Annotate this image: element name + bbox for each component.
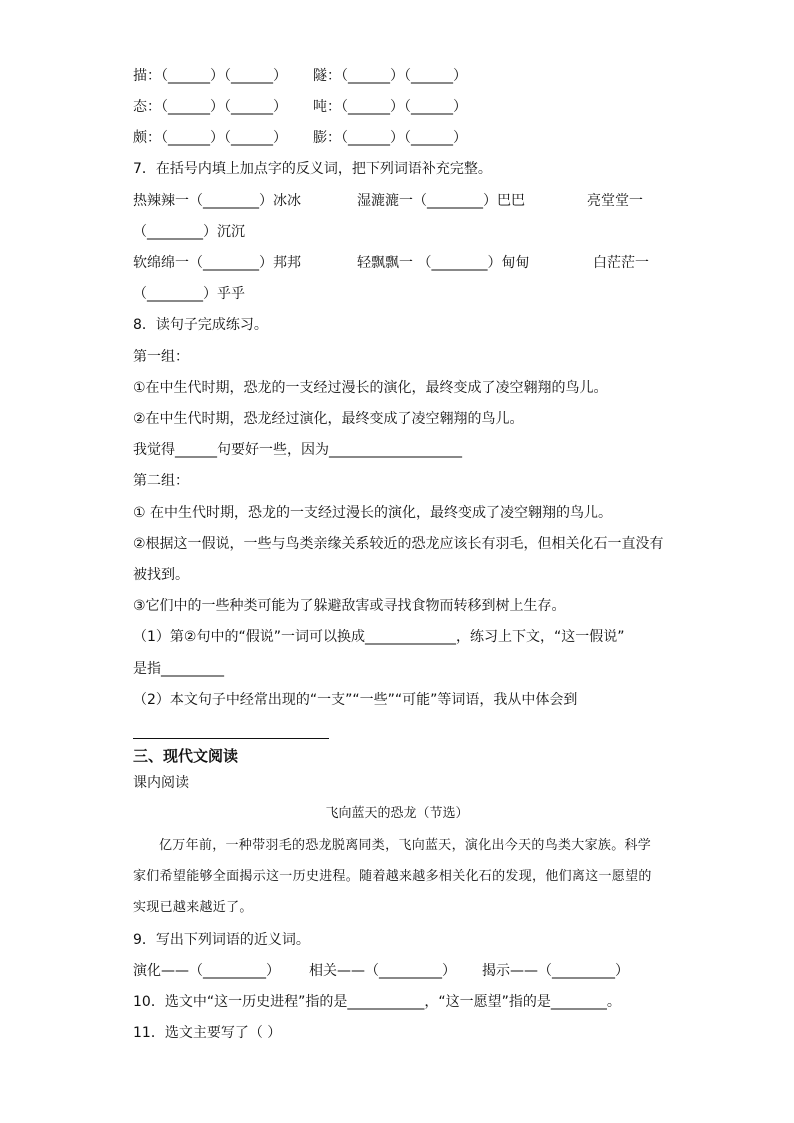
- q7-row2-cont: （________）乎乎: [133, 286, 245, 302]
- q8-group2-label: 第二组：: [133, 473, 189, 489]
- q6-row-1-left: 描：（______）（______）: [133, 68, 287, 84]
- q8-sub2-answer-line: [133, 738, 329, 739]
- q7-row2-item1: 软绵绵一（________）邦邦: [133, 255, 301, 271]
- q8-g1-question: 我觉得______句要好一些，因为___________________: [133, 442, 462, 458]
- q8-g2-sentence1: ① 在中生代时期，恐龙的一支经过漫长的演化，最终变成了凌空翱翔的鸟儿。: [133, 505, 612, 521]
- q6-row-3-right: 膨：（______）（______）: [313, 130, 467, 146]
- q7-title: 7．在括号内填上加点字的反义词，把下列词语补充完整。: [133, 161, 492, 177]
- q8-g1-sentence1: ①在中生代时期，恐龙的一支经过漫长的演化，最终变成了凌空翱翔的鸟儿。: [133, 380, 608, 396]
- passage-title: 飞向蓝天的恐龙（节选）: [325, 806, 469, 821]
- q10: 10．选文中“这一历史进程”指的是___________，“这一愿望”指的是________。: [133, 994, 621, 1010]
- q8-sub1-line2: 是指_________: [133, 661, 224, 677]
- q6-row-2-right: 吨：（______）（______）: [313, 99, 467, 115]
- q8-sub1-line1: （1）第②句中的“假说”一词可以换成_____________，练习上下文，“这一假说”: [133, 629, 625, 645]
- q6-row-3-left: 颇：（______）（______）: [133, 130, 287, 146]
- passage-body: 亿万年前，一种带羽毛的恐龙脱离同类，飞向蓝天，演化出今天的鸟类大家族。科学家们希望能够全面揭示这一历史进程。随着越来越多相关化石的发现，他们离这一愿望的实现已越来越近了。: [133, 838, 652, 915]
- q9-item-1: 演化——（_________）: [133, 963, 280, 979]
- q7-row1-cont: （________）沉沉: [133, 224, 245, 240]
- q8-g2-sentence2b: 被找到。: [133, 567, 189, 583]
- q7-row1-item2: 湿漉漉一（________）巴巴: [357, 193, 525, 209]
- q9-title: 9．写出下列词语的近义词。: [133, 932, 310, 948]
- q7-row1-item3: 亮堂堂一: [587, 193, 643, 209]
- q8-title: 8．读句子完成练习。: [133, 317, 268, 333]
- q7-row2-item3: 白茫茫一: [593, 255, 649, 271]
- section3-heading: 三、现代文阅读: [133, 747, 239, 765]
- q8-g2-sentence2a: ②根据这一假说，一些与鸟类亲缘关系较近的恐龙应该长有羽毛，但相关化石一直没有: [133, 536, 664, 552]
- q9-item-2: 相关——（_________）: [309, 963, 456, 979]
- section3-subheading: 课内阅读: [133, 775, 189, 791]
- q7-row2-item2: 轻飘飘一 （________）甸甸: [357, 255, 530, 271]
- q6-row-1-right: 隧：（______）（______）: [313, 68, 467, 84]
- q11: 11．选文主要写了（ ）: [133, 1025, 282, 1041]
- q8-sub2: （2）本文句子中经常出现的“一支”“一些”“可能”等词语，我从中体会到: [133, 692, 578, 708]
- q7-row1-item1: 热辣辣一（________）冰冰: [133, 193, 301, 209]
- q6-row-2-left: 态：（______）（______）: [133, 99, 287, 115]
- q8-group1-label: 第一组：: [133, 349, 189, 365]
- q8-g2-sentence3: ③它们中的一些种类可能为了躲避敌害或寻找食物而转移到树上生存。: [133, 598, 566, 614]
- q8-g1-sentence2: ②在中生代时期，恐龙经过演化，最终变成了凌空翱翔的鸟儿。: [133, 411, 524, 427]
- q9-item-3: 揭示——（_________）: [482, 963, 629, 979]
